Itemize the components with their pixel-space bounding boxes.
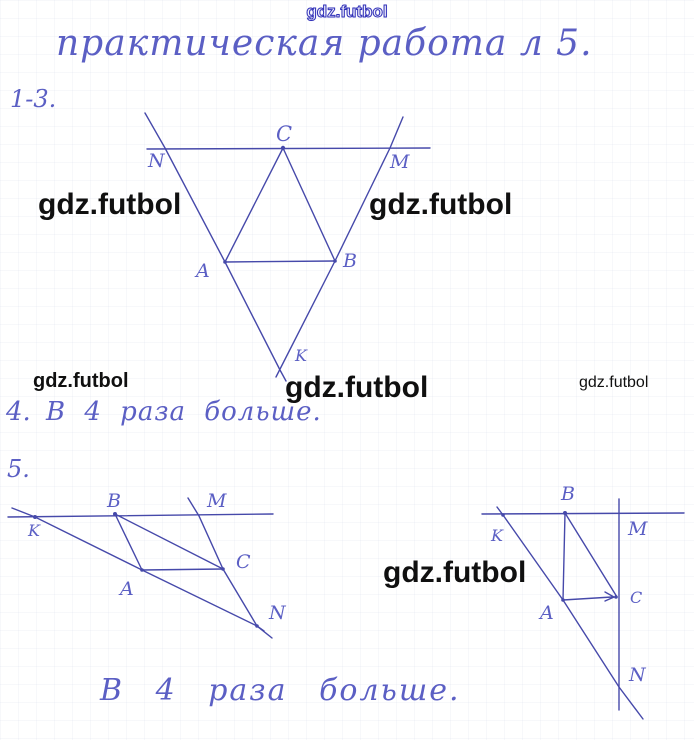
fig3-point-K-label: K: [491, 526, 503, 545]
fig1-point-A-label: A: [196, 260, 210, 282]
figure1-lines: [145, 113, 430, 381]
fig1-point-K-label: K: [295, 346, 307, 365]
task-1-3-label: 1-3.: [10, 85, 57, 113]
task-4-answer: В 4 раза больше.: [46, 397, 322, 427]
fig1-point-C-label: C: [276, 122, 293, 146]
fig2-point-N-label: N: [269, 602, 286, 624]
fig2-point-B-label: B: [107, 490, 121, 512]
watermark-small-left: gdz.futbol: [33, 370, 129, 392]
fig1-point-B-label: B: [343, 250, 357, 272]
fig3-point-N-label: N: [629, 664, 646, 686]
watermark-small-right: gdz.futbol: [579, 374, 649, 391]
task-5-answer: В 4 раза больше.: [100, 673, 461, 708]
fig2-point-C-label: C: [236, 551, 251, 573]
fig3-point-B-label: B: [561, 483, 575, 505]
fig2-point-M-label: M: [207, 490, 227, 512]
fig3-point-M-label: M: [628, 518, 648, 540]
task-5-label: 5.: [7, 455, 30, 483]
watermark-mid-left: gdz.futbol: [38, 188, 182, 221]
fig2-point-K-label: K: [28, 521, 40, 540]
watermark-top: gdz.futbol: [306, 2, 388, 21]
fig1-point-N-label: N: [148, 150, 165, 172]
fig3-point-C-label: C: [630, 588, 643, 607]
fig1-point-M-label: M: [390, 151, 410, 173]
watermark-center: gdz.futbol: [285, 371, 429, 404]
watermark-mid-right: gdz.futbol: [369, 188, 513, 221]
figure2-lines: [8, 498, 273, 638]
task-4-number: 4.: [6, 397, 31, 427]
fig3-point-A-label: A: [540, 602, 554, 624]
page-title: практическая работа л 5.: [56, 23, 593, 64]
fig2-point-A-label: A: [120, 578, 134, 600]
figure3-lines: [482, 499, 684, 719]
watermark-bottom: gdz.futbol: [383, 556, 527, 589]
